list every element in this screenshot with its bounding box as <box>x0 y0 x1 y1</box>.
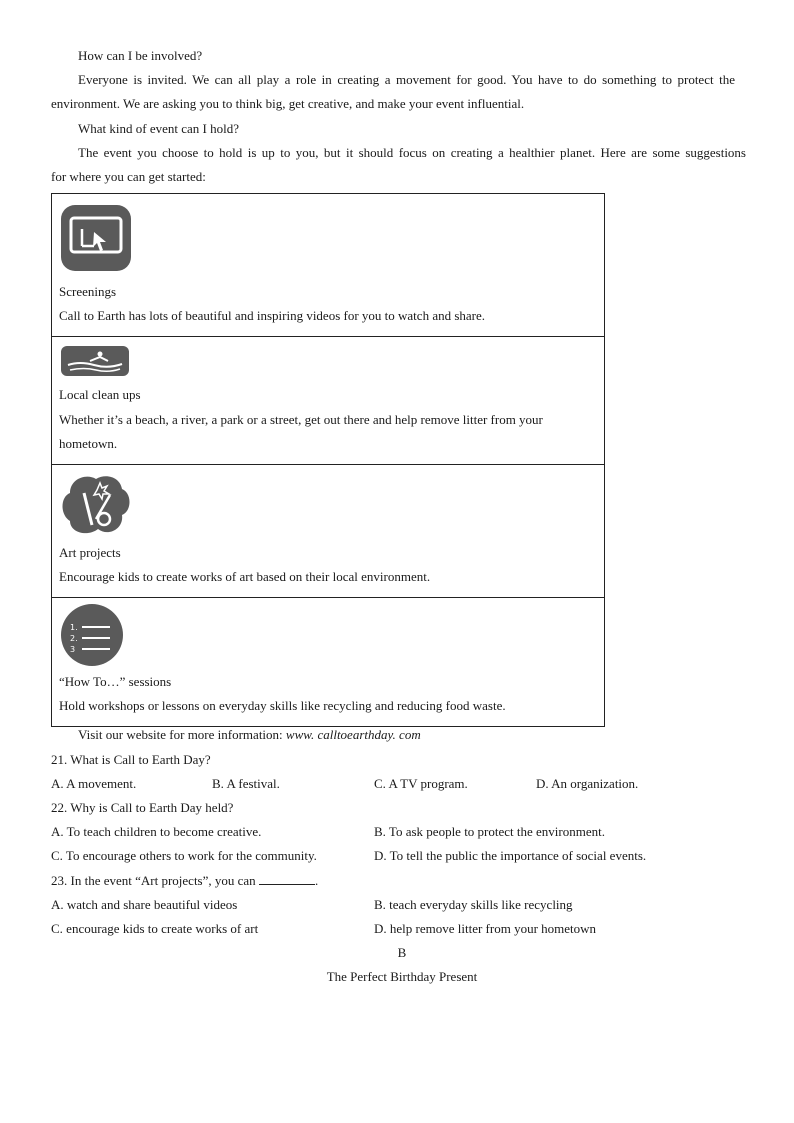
question-22-option-a[interactable]: A. To teach children to become creative. <box>51 824 262 839</box>
question-21-option-c[interactable]: C. A TV program. <box>374 776 468 791</box>
event-desc-cleanups-line1: Whether it’s a beach, a river, a park or a street, get out there and help remove litter from your <box>59 412 543 427</box>
question-23-stem-text: 23. In the event “Art projects”, you can <box>51 873 256 888</box>
event-desc-art: Encourage kids to create works of art based on their local environment. <box>59 569 431 584</box>
svg-text:2.: 2. <box>70 634 78 643</box>
question-22-option-d[interactable]: D. To tell the public the importance of social events. <box>374 848 647 863</box>
website-url[interactable]: www. calltoearthday. com <box>285 727 421 742</box>
question-21-option-b[interactable]: B. A festival. <box>212 776 280 791</box>
event-box-howto <box>51 597 605 727</box>
list-icon <box>60 604 126 666</box>
cleanup-icon <box>60 345 130 377</box>
screening-icon <box>60 204 132 272</box>
paragraph-involved-line2: environment. We are asking you to think big, get creative, and make your event influential. <box>51 96 525 111</box>
question-22-stem: 22. Why is Call to Earth Day held? <box>51 800 234 815</box>
answer-blank <box>259 873 315 885</box>
question-heading-event: What kind of event can I hold? <box>78 121 239 136</box>
question-heading-involved: How can I be involved? <box>78 48 203 63</box>
paragraph-event-line2: for where you can get started: <box>51 169 206 184</box>
website-label: Visit our website for more information: <box>78 727 283 742</box>
event-title-cleanups: Local clean ups <box>59 387 141 402</box>
question-23-option-b[interactable]: B. teach everyday skills like recycling <box>374 897 573 912</box>
section-title: The Perfect Birthday Present <box>326 969 478 984</box>
question-23-stem-end: . <box>314 873 319 888</box>
question-23-stem <box>51 873 318 889</box>
question-21-option-d[interactable]: D. An organization. <box>536 776 639 791</box>
question-23-option-d[interactable]: D. help remove litter from your hometown <box>374 921 597 936</box>
question-21-option-a[interactable]: A. A movement. <box>51 776 137 791</box>
event-box-screenings <box>51 193 605 337</box>
svg-text:3: 3 <box>70 645 76 654</box>
paragraph-involved-line1: Everyone is invited. We can all play a role in creating a movement for good. You have to do something to protect the <box>78 72 735 87</box>
svg-text:1.: 1. <box>70 623 78 632</box>
event-box-cleanups <box>51 336 605 465</box>
event-title-howto: “How To…” sessions <box>59 674 172 689</box>
event-box-art <box>51 464 605 598</box>
question-22-option-b[interactable]: B. To ask people to protect the environment. <box>374 824 605 839</box>
event-desc-cleanups-line2: hometown. <box>59 436 118 451</box>
question-23-option-a[interactable]: A. watch and share beautiful videos <box>51 897 238 912</box>
question-22-option-c[interactable]: C. To encourage others to work for the community. <box>51 848 317 863</box>
question-21-stem: 21. What is Call to Earth Day? <box>51 752 211 767</box>
section-letter: B <box>397 945 407 960</box>
website-line <box>78 727 421 743</box>
event-title-screenings: Screenings <box>59 284 117 299</box>
art-icon <box>60 473 132 537</box>
event-desc-screenings: Call to Earth has lots of beautiful and inspiring videos for you to watch and share. <box>59 308 486 323</box>
paragraph-event-line1: The event you choose to hold is up to you, but it should focus on creating a healthier planet. Here are some suggestions <box>78 145 746 160</box>
event-desc-howto: Hold workshops or lessons on everyday skills like recycling and reducing food waste. <box>59 698 506 713</box>
question-23-option-c[interactable]: C. encourage kids to create works of art <box>51 921 259 936</box>
event-title-art: Art projects <box>59 545 121 560</box>
